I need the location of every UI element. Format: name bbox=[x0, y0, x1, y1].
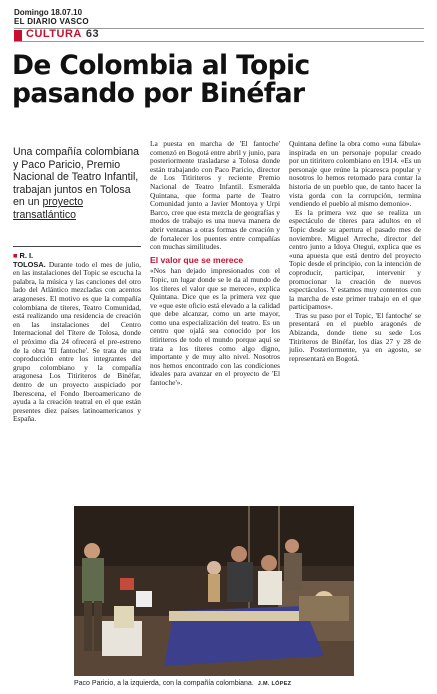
masthead bbox=[14, 8, 424, 26]
deck-underlined-text: proyecto transatlántico bbox=[13, 196, 84, 221]
newspaper-name: EL DIARIO VASCO bbox=[14, 17, 89, 26]
section-name: CULTURA bbox=[26, 28, 82, 40]
section-bar bbox=[14, 28, 424, 42]
subheading: El valor que se merece bbox=[150, 254, 244, 265]
paragraph: La puesta en marcha de 'El fantoche' comenzó en Bogotá entre abril y junio, para posteriormente trasladarse a Tolosa donde están trabajando con Paco Paricio, director de Los Titiriteros y reciente Premio Nacional de Teatro Infantil. Esmeralda Quintana, que forma parte de Teatro Comunidad junto a Javier Montoya y Urpi Barco, cree que esta mezcla de geografías y modos de trabajo es una nueva manera de abrir ventanas a otras formas de creación y de fortalecer los puentes entre compañías con muchas similitudes. bbox=[150, 139, 280, 252]
photo-credit: J.M. LÓPEZ bbox=[257, 681, 292, 687]
article-photo bbox=[74, 506, 354, 676]
deck-subheadline bbox=[13, 146, 143, 222]
page-number: 63 bbox=[85, 28, 100, 40]
paragraph: Es la primera vez que se realiza un espectáculo de títeres para adultos en el Topic desde su apertura el pasado mes de noviembre. Miguel Arreche, director del centro junto a Idoya Otegui, explica que es «una apuesta que está dentro del proyecto Topic desde el principio, con la intención de coproducir, participar, intervenir y promocionar la creación de nuevos espectáculos. Y estamos muy contentos con la marcha de este primer trabajo en el que participamos». bbox=[289, 207, 421, 312]
dateline: TOLOSA. bbox=[13, 259, 46, 269]
issue-date: Domingo 18.07.10 bbox=[14, 8, 83, 17]
section-color-tag bbox=[14, 30, 22, 41]
photo-caption bbox=[74, 680, 374, 687]
byline: ■ R. I. bbox=[13, 251, 34, 260]
article-column-2 bbox=[150, 140, 280, 388]
section-label bbox=[26, 28, 99, 40]
headline-line-2: pasando por Binéfar bbox=[12, 78, 305, 109]
paragraph: Quintana define la obra como «una fábula» inspirada en un personaje popular creado por un titiritero colombiano en 1914. «Es un personaje que reúne la picaresca popular y nosotros lo hemos retomado para contar la historia de un pueblo que, de tanto hacer la vista gorda con la corrupción, termina vendiendo el pueblo al mismo demonio». bbox=[289, 139, 421, 209]
paragraph-text: Durante todo el mes de julio, en las instalaciones del Topic se escucha la palabra, la música y las canciones del otro lado del Atlántico mezcladas con acentos aragoneses. El motivo es que la compañía colombiana de títeres, Teatro Comunidad, está realizando una residencia de creación en las instalaciones del Centro Internacional del Títere de Tolosa, donde el próximo día 24 ofrecerá el pre-estreno de la obra 'El fantoche'. Se trata de una coproducción entre los integrantes del grupo colombiano y la compañía aragonesa Los Titiriteros de Binéfar, dentro de un proyecto auspiciado por Iberescena, el Fondo Iberoamericano de ayuda a la creación teatral en el que están presentes diez países latinoamericanos y España. bbox=[13, 259, 141, 424]
paragraph bbox=[13, 261, 141, 424]
article-column-3 bbox=[289, 140, 421, 363]
article-column-1 bbox=[13, 252, 141, 424]
caption-text: Paco Paricio, a la izquierda, con la compañía colombiana. bbox=[74, 680, 254, 687]
headline bbox=[12, 52, 422, 108]
stage-scene-illustration bbox=[74, 506, 354, 676]
deck-divider bbox=[13, 246, 141, 247]
paragraph: «Nos han dejado impresionados con el Topic, un lugar donde se le da al mundo de los títeres el valor que se merece», explica Quintana. Dice que es la primera vez que ve «que este oficio está elevado a la calidad que debe alcanzar, como un arte mayor, como una especialización del teatro. Es un centro que ojalá sea conocido por los titiriteros de todo el mundo porque aquí se trata a los títeres como algo digno, importante y de muy alto nivel. Nosotros nos hemos encontrado con las condiciones ideales para avanzar en el proyecto de 'El fantoche'». bbox=[150, 266, 280, 388]
byline-text: R. I. bbox=[19, 251, 34, 260]
paragraph: Tras su paso por el Topic, 'El fantoche' se presentará en el pueblo aragonés de Abizanda, donde tiene su sede Los Titiriteros de Binéfar, los días 27 y 28 de julio. Posteriormente, ya en agosto, se representará en Bogotá. bbox=[289, 310, 421, 363]
headline-line-1: De Colombia al Topic bbox=[12, 50, 310, 81]
deck-text: Una compañía colombiana y Paco Paricio, Premio Nacional de Teatro Infantil, trabajan juntos en Tolosa en un bbox=[13, 146, 140, 209]
